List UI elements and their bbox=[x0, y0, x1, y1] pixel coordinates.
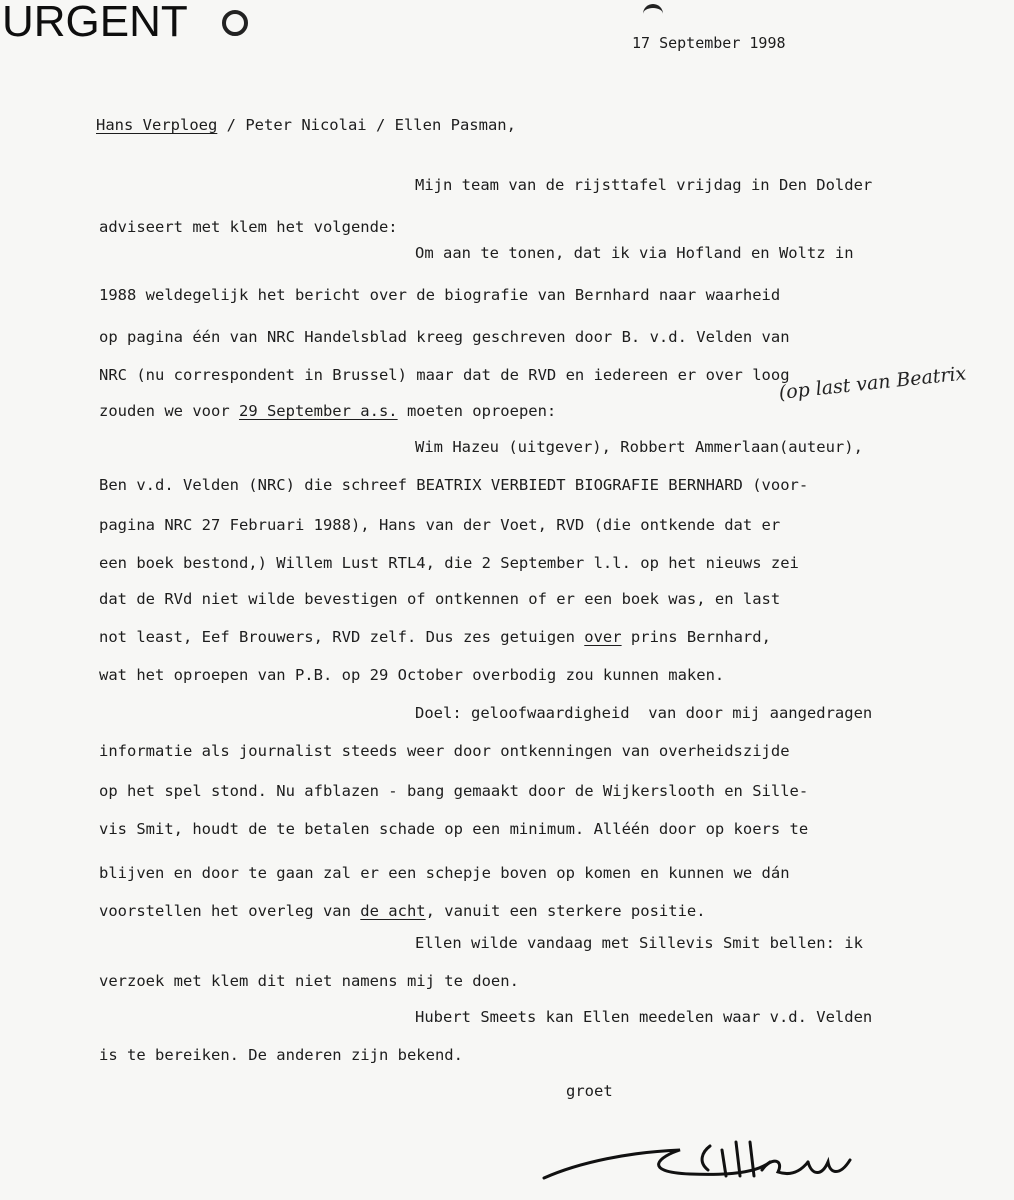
para3-line5: dat de RVd niet wilde bevestigen of ontkennen of er een boek was, en last bbox=[99, 590, 781, 608]
paper-clip-mark bbox=[643, 4, 663, 24]
recipient-underlined: Hans Verploeg bbox=[96, 116, 218, 134]
para6-line1: Hubert Smeets kan Ellen meedelen waar v.d. Velden bbox=[415, 1008, 873, 1026]
urgent-stamp: URGENT bbox=[2, 0, 188, 46]
para1-line2: adviseert met klem het volgende: bbox=[99, 218, 398, 236]
para5-line1: Ellen wilde vandaag met Sillevis Smit bellen: ik bbox=[415, 934, 863, 952]
closing-greeting: groet bbox=[566, 1082, 613, 1100]
para4-line6-start: voorstellen het overleg van bbox=[99, 902, 361, 920]
date-underlined: 29 September a.s. bbox=[238, 402, 398, 420]
para2-line2: 1988 weldegelijk het bericht over de biografie van Bernhard naar waarheid bbox=[99, 286, 781, 304]
para4-line3: op het spel stond. Nu afblazen - bang gemaakt door de Wijkerslooth en Sille- bbox=[99, 782, 809, 800]
para1-line1: Mijn team van de rijsttafel vrijdag in Den Dolder bbox=[415, 176, 873, 194]
para3-line3: pagina NRC 27 Februari 1988), Hans van der Voet, RVD (die ontkende dat er bbox=[99, 516, 781, 534]
para2-line5-end: moeten oproepen: bbox=[397, 402, 557, 420]
para3-line6-end: prins Bernhard, bbox=[621, 628, 771, 646]
para3-line6-start: not least, Eef Brouwers, RVD zelf. Dus zes getuigen bbox=[99, 628, 585, 646]
de-acht-underlined: de acht bbox=[360, 902, 426, 920]
over-underlined: over bbox=[584, 628, 622, 646]
para2-line5-start: zouden we voor bbox=[99, 402, 239, 420]
para6-line2: is te bereiken. De anderen zijn bekend. bbox=[99, 1046, 463, 1064]
para2-line3: op pagina één van NRC Handelsblad kreeg geschreven door B. v.d. Velden van bbox=[99, 328, 790, 346]
para2-line1: Om aan te tonen, dat ik via Hofland en Woltz in bbox=[415, 244, 854, 262]
para2-line5 bbox=[99, 404, 556, 420]
para4-line5: blijven en door te gaan zal er een schepje boven op komen en kunnen we dán bbox=[99, 864, 790, 882]
stamp-circle-mark bbox=[222, 10, 248, 36]
para4-line4: vis Smit, houdt de te betalen schade op een minimum. Alléén door op koers te bbox=[99, 820, 809, 838]
para5-line2: verzoek met klem dit niet namens mij te doen. bbox=[99, 972, 519, 990]
salutation bbox=[96, 118, 516, 134]
para3-line7: wat het oproepen van P.B. op 29 October overbodig zou kunnen maken. bbox=[99, 666, 725, 684]
para3-line4: een boek bestond,) Willem Lust RTL4, die 2 September l.l. op het nieuws zei bbox=[99, 554, 799, 572]
letter-date: 17 September 1998 bbox=[632, 34, 786, 52]
handwritten-signature bbox=[540, 1132, 880, 1196]
para3-line2: Ben v.d. Velden (NRC) die schreef BEATRIX VERBIEDT BIOGRAFIE BERNHARD (voor- bbox=[99, 476, 809, 494]
recipients-rest: / Peter Nicolai / Ellen Pasman, bbox=[217, 116, 516, 134]
para3-line6 bbox=[99, 630, 771, 646]
para4-line2: informatie als journalist steeds weer door ontkenningen van overheidszijde bbox=[99, 742, 790, 760]
para4-line6 bbox=[99, 904, 706, 920]
para3-line1: Wim Hazeu (uitgever), Robbert Ammerlaan(auteur), bbox=[415, 438, 863, 456]
handwritten-note: (op last van Beatrix bbox=[777, 362, 968, 404]
para4-line6-end: , vanuit een sterkere positie. bbox=[425, 902, 706, 920]
para4-line1: Doel: geloofwaardigheid van door mij aangedragen bbox=[415, 704, 873, 722]
para2-line4: NRC (nu correspondent in Brussel) maar dat de RVD en iedereen er over loog bbox=[99, 366, 790, 384]
